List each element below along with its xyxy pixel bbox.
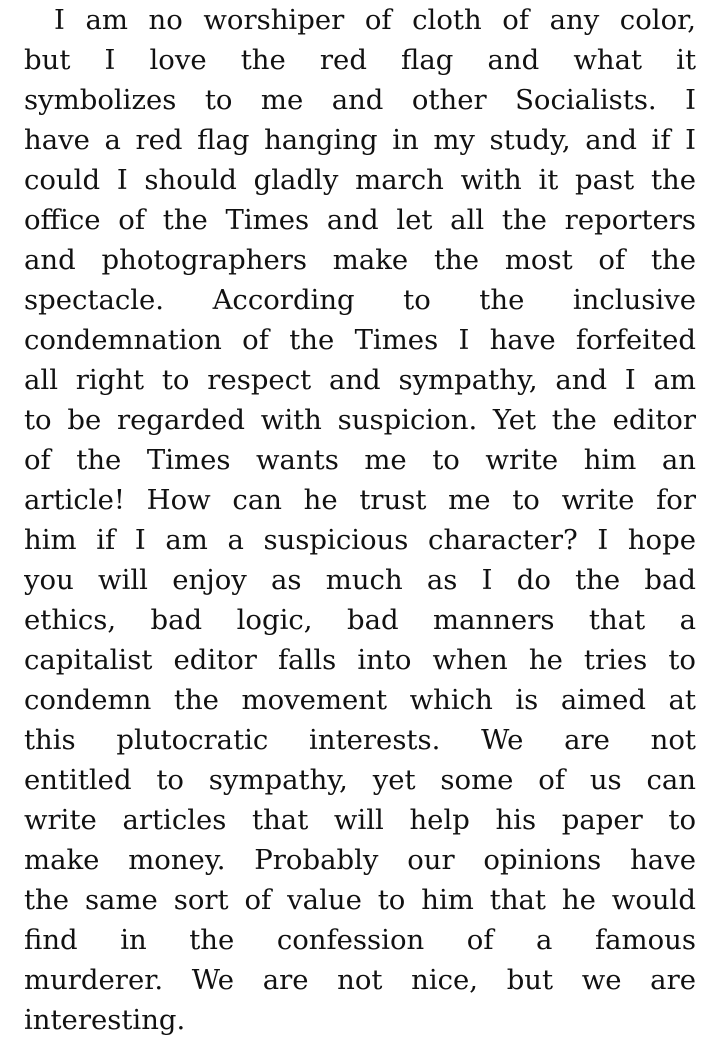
text-line: to be regarded with suspicion. Yet the editor [24,404,696,436]
text-line: entitled to sympathy, yet some of us can [24,764,696,796]
text-line: have a red flag hanging in my study, and if I [24,124,696,156]
text-line: spectacle. According to the inclusive [24,284,696,316]
text-line: interesting. [24,1004,186,1036]
text-line: find in the confession of a famous [24,924,696,956]
text-line: ethics, bad logic, bad manners that a [24,604,696,636]
text-line: of the Times wants me to write him an [24,444,696,476]
text-line: condemn the movement which is aimed at [24,684,696,716]
text-line: murderer. We are not nice, but we are [24,964,696,996]
text-line: but I love the red flag and what it [24,44,696,76]
text-line: article! How can he trust me to write for [24,484,696,516]
text-line: capitalist editor falls into when he tries to [24,644,696,676]
text-line: I am no worshiper of cloth of any color, [54,4,696,36]
text-line: could I should gladly march with it past the [24,164,696,196]
text-line: this plutocratic interests. We are not [24,724,696,756]
body-paragraph [24,0,696,1040]
text-line: write articles that will help his paper to [24,804,696,836]
text-line: and photographers make the most of the [24,244,696,276]
text-line: office of the Times and let all the reporters [24,204,696,236]
text-line: you will enjoy as much as I do the bad [24,564,696,596]
text-line: condemnation of the Times I have forfeited [24,324,696,356]
text-line: make money. Probably our opinions have [24,844,696,876]
text-line: symbolizes to me and other Socialists. I [24,84,696,116]
text-line: the same sort of value to him that he would [24,884,696,916]
text-line: all right to respect and sympathy, and I am [24,364,696,396]
text-line: him if I am a suspicious character? I hope [24,524,696,556]
